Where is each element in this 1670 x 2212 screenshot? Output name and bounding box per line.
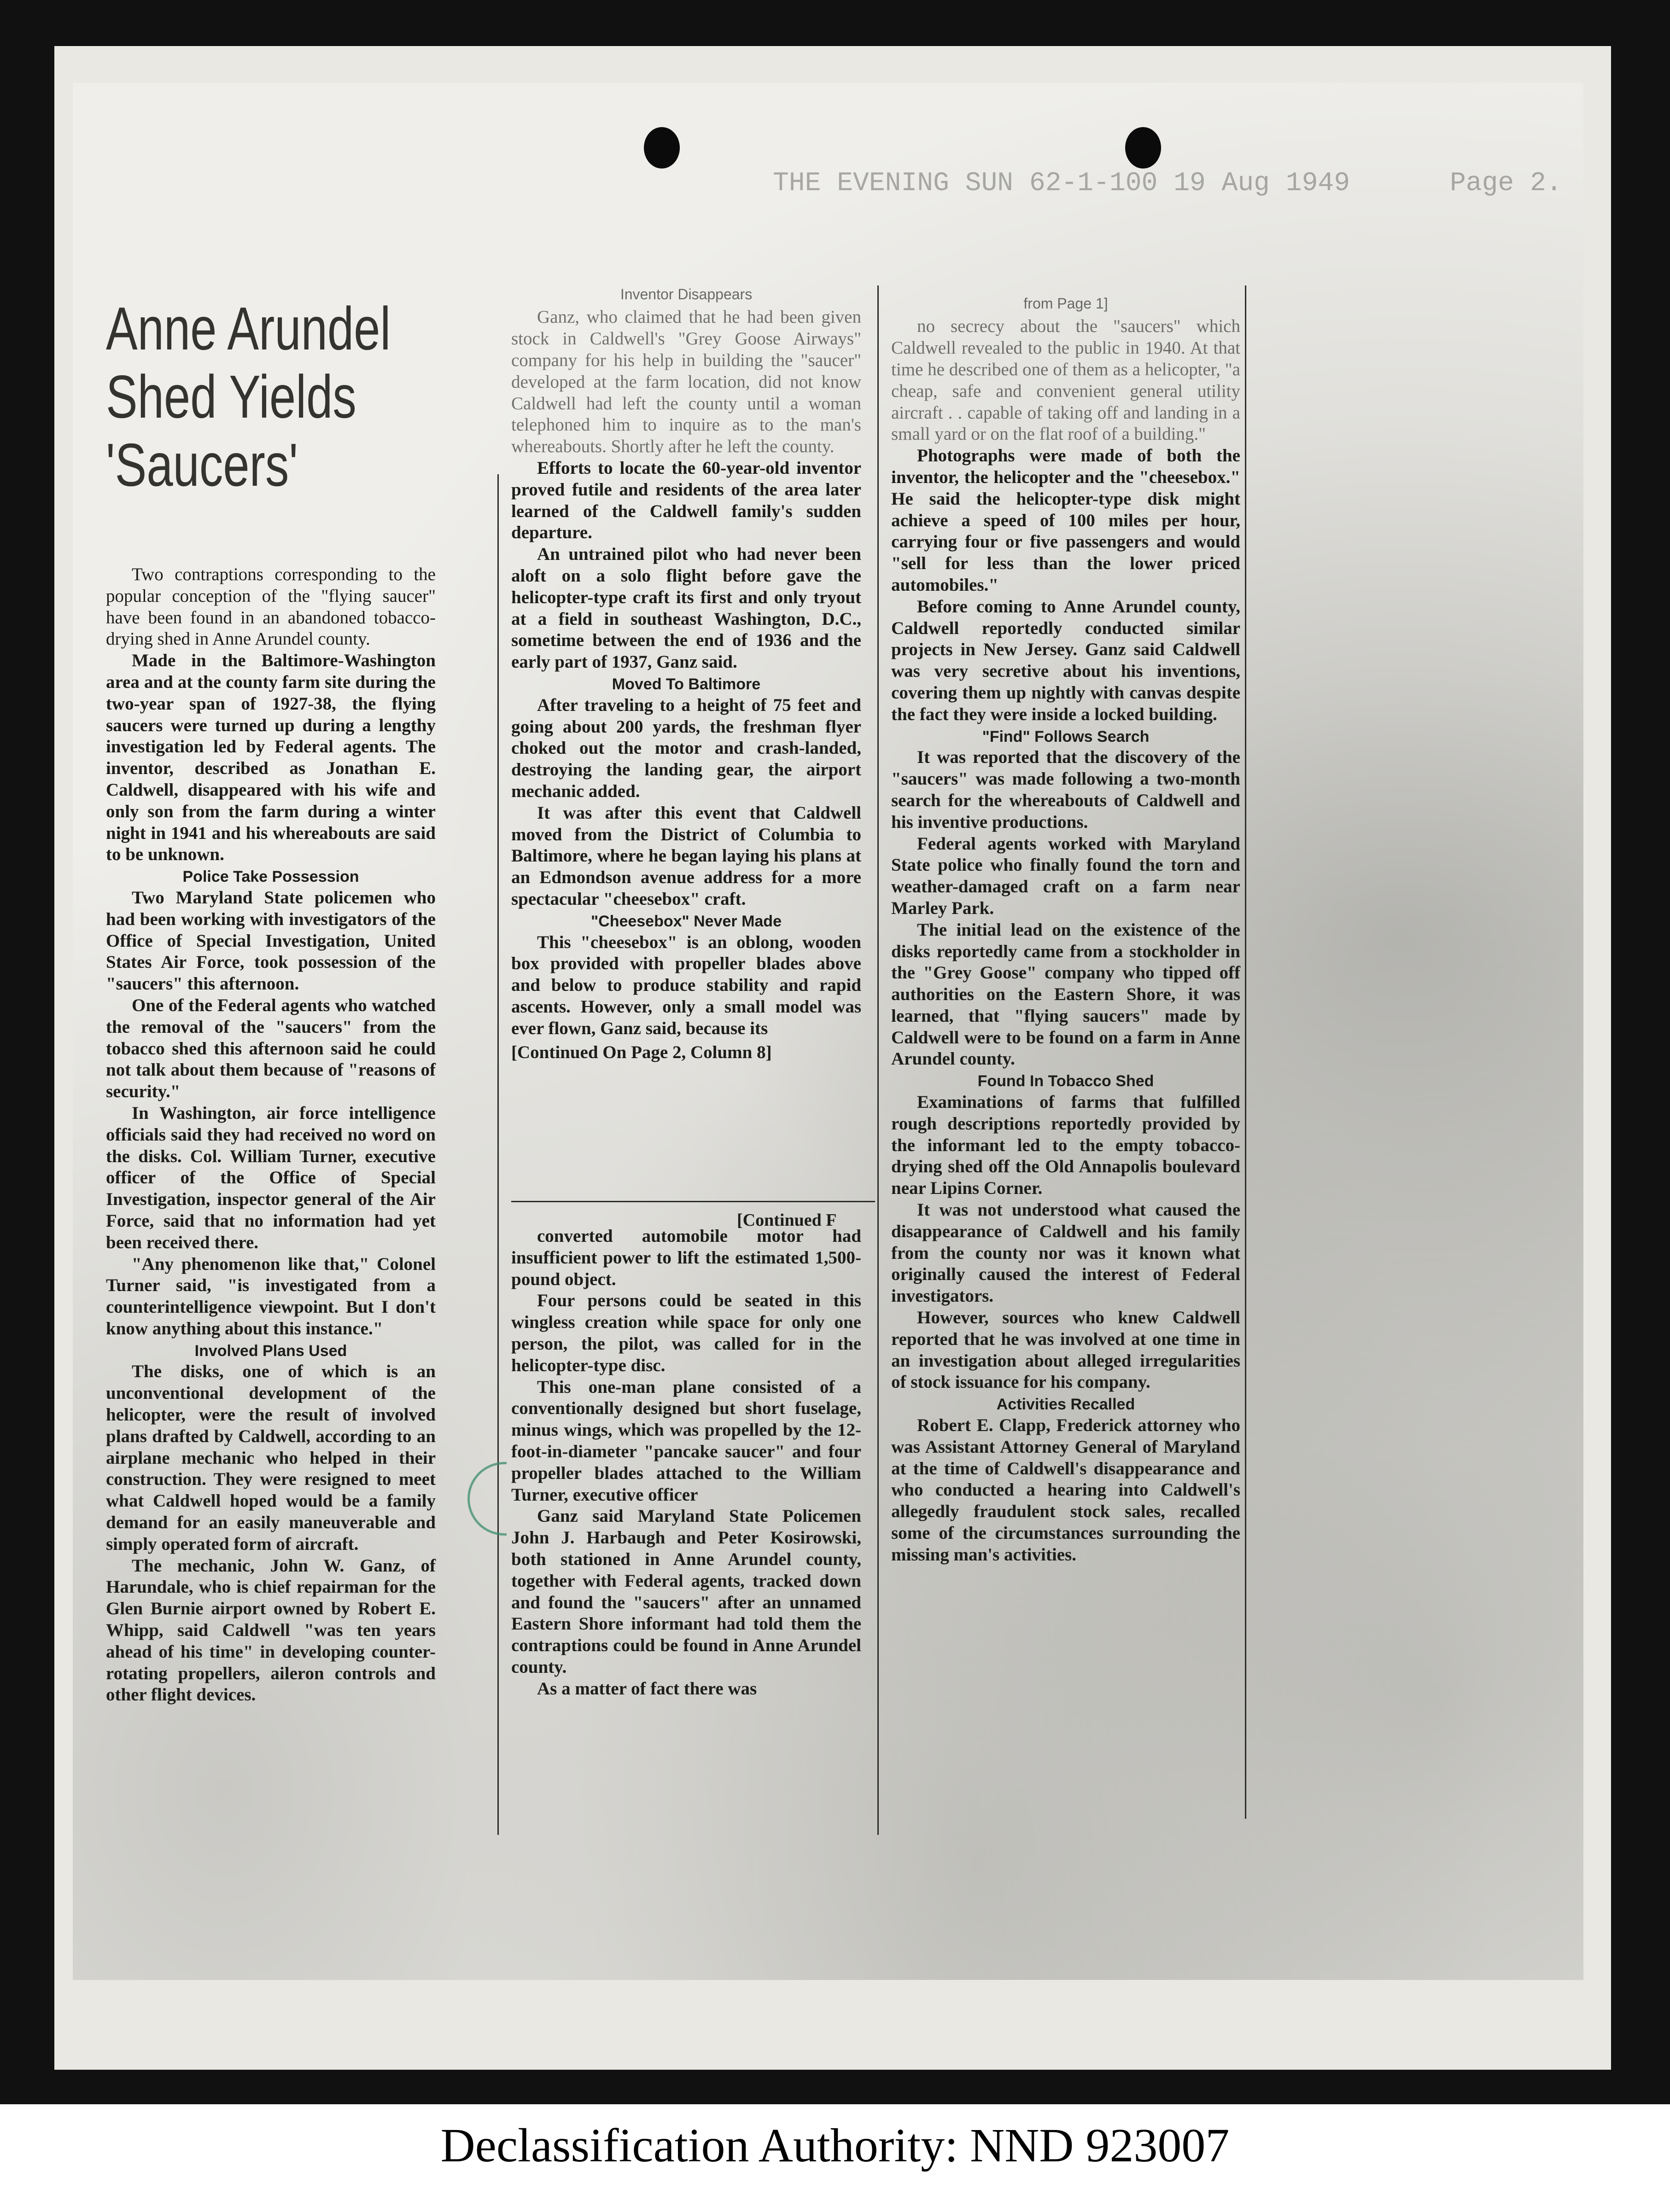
paragraph: Examinations of farms that fulfilled rough descriptions reportedly provided by the informant led to the empty tobacco-drying shed off the Old Annapolis boulevard near Lipins Corner. <box>891 1092 1240 1199</box>
source-stamp: THE EVENING SUN 62-1-100 19 Aug 1949 <box>773 169 1350 198</box>
paragraph: Ganz said Maryland State Policemen John J. Harbaugh and Peter Kosirowski, both stationed in Anne Arundel county, together with Federal agents, tracked down and found the "saucers" after an unnamed Eastern Shore informant had told them the contraptions could be found in Anne Arundel county. <box>511 1506 861 1677</box>
column-divider <box>877 285 879 1835</box>
subheading: Moved To Baltimore <box>612 675 761 693</box>
paragraph: Made in the Baltimore-Washington area and at the county farm site during the two-year span of 1927-38, the flying saucers were turned up during a lengthy investigation led by Federal agents. The inventor, described as Jonathan E. Caldwell, disappeared with his wife and only son from the farm during a winter night in 1941 and his whereabouts are said to be unknown. <box>106 651 436 865</box>
page-stamp: Page 2. <box>1450 169 1562 198</box>
column-divider <box>1245 285 1246 1819</box>
paragraph: Efforts to locate the 60-year-old inventor proved futile and residents of the area later learned of the Caldwell family's sudden departure. <box>511 458 861 543</box>
continuation-tag: [Continued F <box>737 1211 837 1230</box>
column-divider <box>497 474 499 1835</box>
article-column-2-bottom <box>511 1226 861 1700</box>
paragraph: Robert E. Clapp, Frederick attorney who was Assistant Attorney General of Maryland at the time of Caldwell's disappearance and who conducted a hearing into Caldwell's allegedly fraudulent stock sales, recalled some of the circumstances surrounding the missing man's activities. <box>891 1415 1240 1565</box>
paragraph: This "cheesebox" is an oblong, wooden box provided with propeller blades above and below to produce stability and rapid ascents. However, only a small model was ever flown, Ganz said, because its <box>511 932 861 1038</box>
paragraph: One of the Federal agents who watched the removal of the "saucers" from the tobacco shed this afternoon said he could not talk about them because of "reasons of security." <box>106 995 436 1102</box>
paragraph: Two contraptions corresponding to the popular conception of the "flying saucer" have been found in an abandoned tobacco-drying shed in Anne Arundel county. <box>106 565 436 649</box>
paragraph: The mechanic, John W. Ganz, of Harundale, who is chief repairman for the Glen Burnie airport owned by Robert E. Whipp, said Caldwell "was ten years ahead of his time" in developing counter-rotating propellers, aileron controls and other flight devices. <box>106 1555 436 1705</box>
paragraph: As a matter of fact there was <box>537 1678 757 1699</box>
headline-line-3: 'Saucers' <box>106 431 298 499</box>
paragraph: It was after this event that Caldwell moved from the District of Columbia to Baltimore, where he began laying his plans at an Edmondson avenue address for a more spectacular "cheesebox" craft. <box>511 803 861 909</box>
paragraph: The disks, one of which is an unconventional development of the helicopter, were the result of involved plans drafted by Caldwell, according to an airplane mechanic who helped in their construction. They were resigned to meet what Caldwell hoped would be a family demand for an easily maneuverable and simply operated form of aircraft. <box>106 1362 436 1554</box>
paragraph: Two Maryland State policemen who had been working with investigators of the Office of Special Investigation, United States Air Force, took possession of the "saucers" this afternoon. <box>106 887 436 994</box>
paragraph: Four persons could be seated in this wingless creation while space for only one person, the pilot, was called for in the helicopter-type disc. <box>511 1291 861 1375</box>
declassification-caption: Declassification Authority: NND 923007 <box>440 2119 1230 2172</box>
punch-hole-right <box>1125 127 1161 169</box>
article-column-1 <box>106 564 436 1706</box>
subheading: Police Take Possession <box>182 868 359 886</box>
paragraph: Federal agents worked with Maryland State police who finally found the torn and weather-damaged craft on a farm near Marley Park. <box>891 833 1240 918</box>
paragraph: The initial lead on the existence of the disks reportedly came from a stockholder in the "Grey Goose" company who tipped off authorities on the Eastern Shore, it was learned, that "flying saucers" made by Caldwell were to be found on a farm in Anne Arundel county. <box>891 920 1240 1069</box>
column-label: Inventor Disappears <box>620 286 753 303</box>
subheading: "Find" Follows Search <box>982 728 1150 745</box>
paragraph: no secrecy about the "saucers" which Caldwell revealed to the public in 1940. At that time he described one of them as a helicopter, "a cheap, safe and convenient general utility aircraft . . capable of taking off and landing in a small yard or on the flat roof of a building." <box>891 316 1240 444</box>
paragraph: Before coming to Anne Arundel county, Caldwell reportedly conducted similar projects in New Jersey. Ganz said Caldwell was very secretive about his inventions, covering them up nightly with canvas despite the fact they were inside a locked building. <box>891 596 1240 724</box>
headline-line-1: Anne Arundel <box>106 295 391 362</box>
paragraph: It was reported that the discovery of the "saucers" was made following a two-month search for the whereabouts of Caldwell and his inventive productions. <box>891 747 1240 832</box>
continuation-reference: [Continued On Page 2, Column 8] <box>511 1042 772 1063</box>
headline-line-2: Shed Yields <box>106 362 356 431</box>
article-headline <box>106 295 391 499</box>
column-label: from Page 1] <box>1023 295 1108 312</box>
column-divider-horizontal <box>511 1201 875 1202</box>
article-column-2-top <box>511 285 861 1064</box>
paragraph: Photographs were made of both the inventor, the helicopter and the "cheesebox." He said the helicopter-type disk might achieve a speed of 100 miles per hour, carrying four or five passengers and would "sell for less than the lower priced automobiles." <box>891 446 1240 595</box>
paragraph: In Washington, air force intelligence officials said they had received no word on the disks. Col. William Turner, executive officer of the Office of Special Investigation, inspector general of the Air Force, said that no information had yet been received there. <box>106 1103 436 1252</box>
paragraph: After traveling to a height of 75 feet and going about 200 yards, the freshman flyer choked out the motor and crash-landed, destroying the landing gear, the airport mechanic added. <box>511 695 861 801</box>
paragraph: However, sources who knew Caldwell reported that he was involved at one time in an investigation about alleged irregularities of stock issuance for his company. <box>891 1308 1240 1392</box>
subheading: Found In Tobacco Shed <box>977 1072 1154 1090</box>
article-column-3 <box>891 295 1240 1566</box>
subheading: Involved Plans Used <box>194 1342 347 1360</box>
subheading: "Cheesebox" Never Made <box>591 912 782 930</box>
paragraph: It was not understood what caused the disappearance of Caldwell and his family from the county nor was it known what originally caused the interest of Federal investigators. <box>891 1200 1240 1306</box>
paragraph: An untrained pilot who had never been aloft on a solo flight before gave the helicopter-type craft its first and only tryout at a field in southeast Washington, D.C., sometime between the end of 1936 and the early part of 1937, Ganz said. <box>511 544 861 672</box>
paragraph: Ganz, who claimed that he had been given stock in Caldwell's "Grey Goose Airways" company for his help in building the "saucer" developed at the farm location, did not know Caldwell had left the county until a woman telephoned him to inquire as to the man's whereabouts. Shortly after he left the county. <box>511 307 861 457</box>
punch-hole-left <box>644 127 680 169</box>
paragraph: This one-man plane consisted of a conventionally designed but short fuselage, minus wings, which was propelled by the 12-foot-in-diameter "pancake saucer" and four propeller blades attached to the William Turner, executive officer <box>511 1377 861 1505</box>
paragraph: converted automobile motor had insufficient power to lift the estimated 1,500-pound object. <box>511 1226 861 1289</box>
subheading: Activities Recalled <box>996 1396 1135 1414</box>
paragraph: "Any phenomenon like that," Colonel Turner said, "is investigated from a counterintelligence viewpoint. But I don't know anything about this instance." <box>106 1254 436 1339</box>
